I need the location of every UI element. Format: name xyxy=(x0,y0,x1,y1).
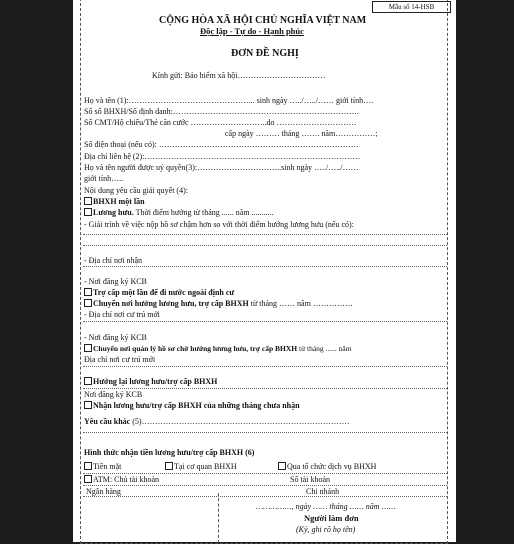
form-border xyxy=(80,0,448,544)
resume-pension-label: Hưởng lại lương hưu/trợ cấp BHXH xyxy=(93,377,218,386)
transfer-pension-label: Chuyển nơi hưởng lương hưu, trợ cấp BHXH xyxy=(93,299,249,308)
late-submission-explanation: - Giải trình về việc nộp hồ sơ chậm hơn so với thời điểm hưởng lương hưu (nếu có): xyxy=(84,220,354,229)
bank-label: Ngân hàng xyxy=(86,487,121,496)
transfer-records-time: từ tháng ...... năm xyxy=(297,344,352,353)
kcb-registration-label-3: Nơi đăng ký KCB xyxy=(84,390,143,399)
service-org-checkbox[interactable] xyxy=(278,462,286,470)
transfer-records-label: Chuyển nơi quản lý hồ sơ chờ hưởng lương hưu, trợ cấp BHXH xyxy=(93,344,298,353)
unreceived-months-checkbox[interactable] xyxy=(84,401,92,409)
transfer-pension-checkbox[interactable] xyxy=(84,299,92,307)
dotted-rule xyxy=(83,473,447,474)
option-transfer-pension[interactable] xyxy=(84,299,353,308)
signature-instruction: (Ký, ghi rõ họ tên) xyxy=(296,525,356,534)
recipient-line: Kính gửi: Bảo hiểm xã hội…………………………… xyxy=(152,71,326,80)
pension-start-time: Thời điểm hưởng từ tháng ...... năm ........... xyxy=(133,208,274,217)
option-at-agency[interactable] xyxy=(165,462,237,471)
emigration-label: Trợ cấp một lần để đi nước ngoài định cư xyxy=(93,288,235,297)
option-unreceived-months[interactable] xyxy=(84,401,300,410)
lump-sum-label: BHXH một lần xyxy=(93,197,145,206)
social-insurance-number-line: Số sổ BHXH/Số định danh:……………………………………………………………. xyxy=(84,107,359,116)
motto: Độc lập - Tự do - Hạnh phúc xyxy=(200,26,304,36)
service-org-label: Qua tổ chức dịch vụ BHXH xyxy=(287,462,377,471)
cash-label: Tiền mặt xyxy=(93,462,122,471)
kcb-registration-label-2: - Nơi đăng ký KCB xyxy=(84,333,147,342)
resume-pension-checkbox[interactable] xyxy=(84,377,92,385)
atm-label: ATM: Chủ tài khoản xyxy=(93,475,159,484)
option-pension[interactable] xyxy=(84,208,274,217)
other-request-line xyxy=(84,417,350,426)
dotted-rule xyxy=(83,266,447,267)
new-residence-label-2: Địa chỉ nơi cư trú mới xyxy=(84,355,156,364)
cash-checkbox[interactable] xyxy=(84,462,92,470)
atm-checkbox[interactable] xyxy=(84,475,92,483)
applicant-name-line: Họ và tên (1):………………………………………... sinh ngày …../…../…… giới tính…. xyxy=(84,96,374,105)
dotted-rule xyxy=(83,388,447,389)
option-emigration-allowance[interactable] xyxy=(84,288,234,297)
signer-title: Người làm đơn xyxy=(304,513,359,523)
new-residence-label: - Địa chỉ nơi cư trú mới xyxy=(84,310,160,319)
other-request-label: Yêu cầu khác xyxy=(84,417,131,426)
at-agency-label: Tại cơ quan BHXH xyxy=(174,462,237,471)
phone-line: Số điện thoại (nếu có): ………………………………………………………………… xyxy=(84,140,359,149)
emigration-checkbox[interactable] xyxy=(84,288,92,296)
form-code-label: Mẫu số 14-HSB xyxy=(372,1,451,13)
lump-sum-checkbox[interactable] xyxy=(84,197,92,205)
id-card-line: Số CMT/Hộ chiếu/Thẻ căn cước ………………………..do ………………………… xyxy=(84,118,357,127)
request-content-heading: Nội dung yêu cầu giải quyết (4): xyxy=(84,186,188,195)
receiving-address-label: - Địa chỉ nơi nhận xyxy=(84,256,142,265)
kcb-registration-label: - Nơi đăng ký KCB xyxy=(84,277,147,286)
branch-label: Chi nhánh xyxy=(306,487,340,496)
account-number-label: Số tài khoản xyxy=(290,475,330,484)
option-resume-pension[interactable] xyxy=(84,377,217,386)
payment-method-heading: Hình thức nhận tiền lương hưu/trợ cấp BHXH (6) xyxy=(84,448,255,457)
pension-label: Lương hưu. xyxy=(93,208,134,217)
at-agency-checkbox[interactable] xyxy=(165,462,173,470)
other-request-fill: (5)…………………………………………………………………… xyxy=(130,417,350,426)
option-lump-sum[interactable] xyxy=(84,197,145,206)
option-service-org[interactable] xyxy=(278,462,376,471)
id-issue-date-line: cấp ngày ……… tháng ……. năm……………; xyxy=(225,129,378,138)
option-cash[interactable] xyxy=(84,462,121,471)
pension-checkbox[interactable] xyxy=(84,208,92,216)
option-atm[interactable] xyxy=(84,475,159,484)
country-name: CỘNG HÒA XÃ HỘI CHỦ NGHĨA VIỆT NAM xyxy=(159,15,367,26)
unreceived-months-label: Nhận lương hưu/trợ cấp BHXH của những tháng chưa nhận xyxy=(93,401,300,410)
dotted-rule xyxy=(83,485,447,486)
dotted-rule xyxy=(83,366,447,367)
dotted-rule xyxy=(83,432,447,433)
dotted-rule xyxy=(83,321,447,322)
dotted-rule xyxy=(83,245,447,246)
transfer-pension-time: từ tháng …… năm …………… xyxy=(248,299,353,308)
contact-address-line: Địa chỉ liên hệ (2):……………………………………………………………………… xyxy=(84,152,361,161)
authorized-gender-line: giới tính….. xyxy=(84,174,124,183)
dotted-rule xyxy=(83,234,447,235)
transfer-records-checkbox[interactable] xyxy=(84,344,92,352)
form-title: ĐƠN ĐỀ NGHỊ xyxy=(231,48,299,59)
authorized-person-line: Họ và tên người được uỷ quyền(3):…………………………..sinh ngày …../…../…… xyxy=(84,163,359,172)
option-transfer-records[interactable] xyxy=(84,344,352,353)
signature-date: ……………, ngày …… tháng …… năm …… xyxy=(256,502,396,511)
